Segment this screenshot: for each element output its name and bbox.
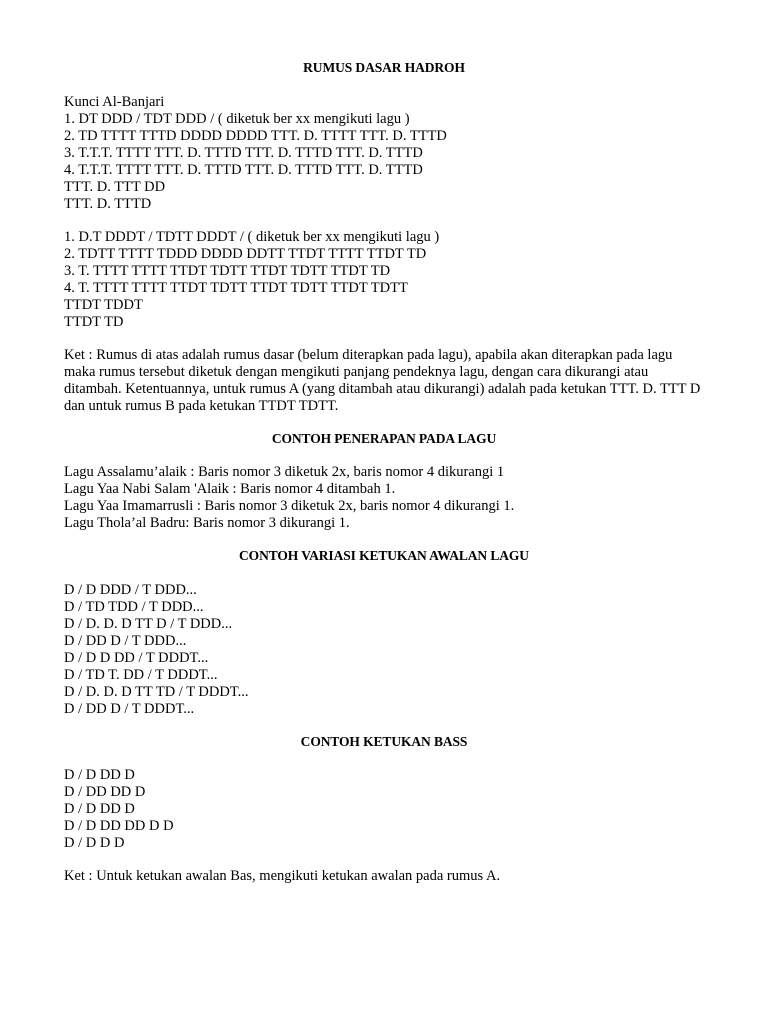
rumus-b-line: 3. T. TTTT TTTT TTDT TDTT TTDT TDTT TTDT TD — [64, 263, 391, 279]
bass-block — [64, 767, 724, 852]
keterangan-line: ditambah. Ketentuannya, untuk rumus A (yang ditambah atau dikurangi) adalah pada ketukan TTT. D. TTT D — [64, 381, 701, 397]
rumus-a-line: 1. DT DDD / TDT DDD / ( diketuk ber xx mengikuti lagu ) — [64, 111, 410, 127]
variasi-line: D / DD D / T DDDT... — [64, 701, 195, 717]
variasi-line: D / TD T. DD / T DDDT... — [64, 667, 218, 683]
rumus-a-line: TTT. D. TTT DD — [64, 179, 166, 195]
keterangan-bass — [64, 868, 724, 885]
heading-penerapan: CONTOH PENERAPAN PADA LAGU — [271, 431, 497, 446]
variasi-line: D / D D DD / T DDDT... — [64, 650, 209, 666]
rumus-a-line: 2. TD TTTT TTTD DDDD DDDD TTT. D. TTTT TTT. D. TTTD — [64, 128, 447, 144]
bass-line: D / D DD D — [64, 801, 135, 817]
variasi-line: D / TD TDD / T DDD... — [64, 599, 204, 615]
bass-line: D / D DD D — [64, 767, 135, 783]
heading-variasi: CONTOH VARIASI KETUKAN AWALAN LAGU — [239, 548, 529, 563]
keterangan-line: Ket : Rumus di atas adalah rumus dasar (belum diterapkan pada lagu), apabila akan diterapkan pada lagu — [64, 347, 673, 363]
variasi-block — [64, 582, 724, 718]
rumus-a-block — [64, 94, 724, 213]
penerapan-block — [64, 464, 724, 532]
rumus-a-line: TTT. D. TTTD — [64, 196, 152, 212]
keterangan-bass-line: Ket : Untuk ketukan awalan Bas, mengikuti ketukan awalan pada rumus A. — [64, 868, 501, 884]
rumus-b-line: TTDT TD — [64, 314, 124, 330]
rumus-a-line: 3. T.T.T. TTTT TTT. D. TTTD TTT. D. TTTD TTT. D. TTTD — [64, 145, 423, 161]
penerapan-line: Lagu Yaa Nabi Salam 'Alaik : Baris nomor 4 ditambah 1. — [64, 481, 396, 497]
heading-bass: CONTOH KETUKAN BASS — [300, 734, 468, 749]
penerapan-line: Lagu Assalamu’alaik : Baris nomor 3 diketuk 2x, baris nomor 4 dikurangi 1 — [64, 464, 505, 480]
penerapan-line: Lagu Yaa Imamarrusli : Baris nomor 3 diketuk 2x, baris nomor 4 dikurangi 1. — [64, 498, 515, 514]
keterangan-rumus — [64, 347, 724, 415]
bass-line: D / DD DD D — [64, 784, 146, 800]
rumus-a-line: Kunci Al-Banjari — [64, 94, 165, 110]
keterangan-line: maka rumus tersebut diketuk dengan mengikuti panjang pendeknya lagu, dengan cara dikurangi atau — [64, 364, 649, 380]
rumus-a-line: 4. T.T.T. TTTT TTT. D. TTTD TTT. D. TTTD TTT. D. TTTD — [64, 162, 423, 178]
penerapan-line: Lagu Thola’al Badru: Baris nomor 3 dikurangi 1. — [64, 515, 350, 531]
variasi-line: D / D. D. D TT TD / T DDDT... — [64, 684, 249, 700]
variasi-line: D / D. D. D TT D / T DDD... — [64, 616, 233, 632]
rumus-b-block — [64, 229, 724, 331]
rumus-b-line: TTDT TDDT — [64, 297, 143, 313]
document-title: RUMUS DASAR HADROH — [303, 60, 465, 75]
keterangan-line: dan untuk rumus B pada ketukan TTDT TDTT. — [64, 398, 339, 414]
variasi-line: D / D DDD / T DDD... — [64, 582, 197, 598]
rumus-b-line: 1. D.T DDDT / TDTT DDDT / ( diketuk ber xx mengikuti lagu ) — [64, 229, 440, 245]
rumus-b-line: 4. T. TTTT TTTT TTDT TDTT TTDT TDTT TTDT TDTT — [64, 280, 408, 296]
bass-line: D / D DD DD D D — [64, 818, 174, 834]
variasi-line: D / DD D / T DDD... — [64, 633, 187, 649]
rumus-b-line: 2. TDTT TTTT TDDD DDDD DDTT TTDT TTTT TTDT TD — [64, 246, 427, 262]
bass-line: D / D D D — [64, 835, 125, 851]
